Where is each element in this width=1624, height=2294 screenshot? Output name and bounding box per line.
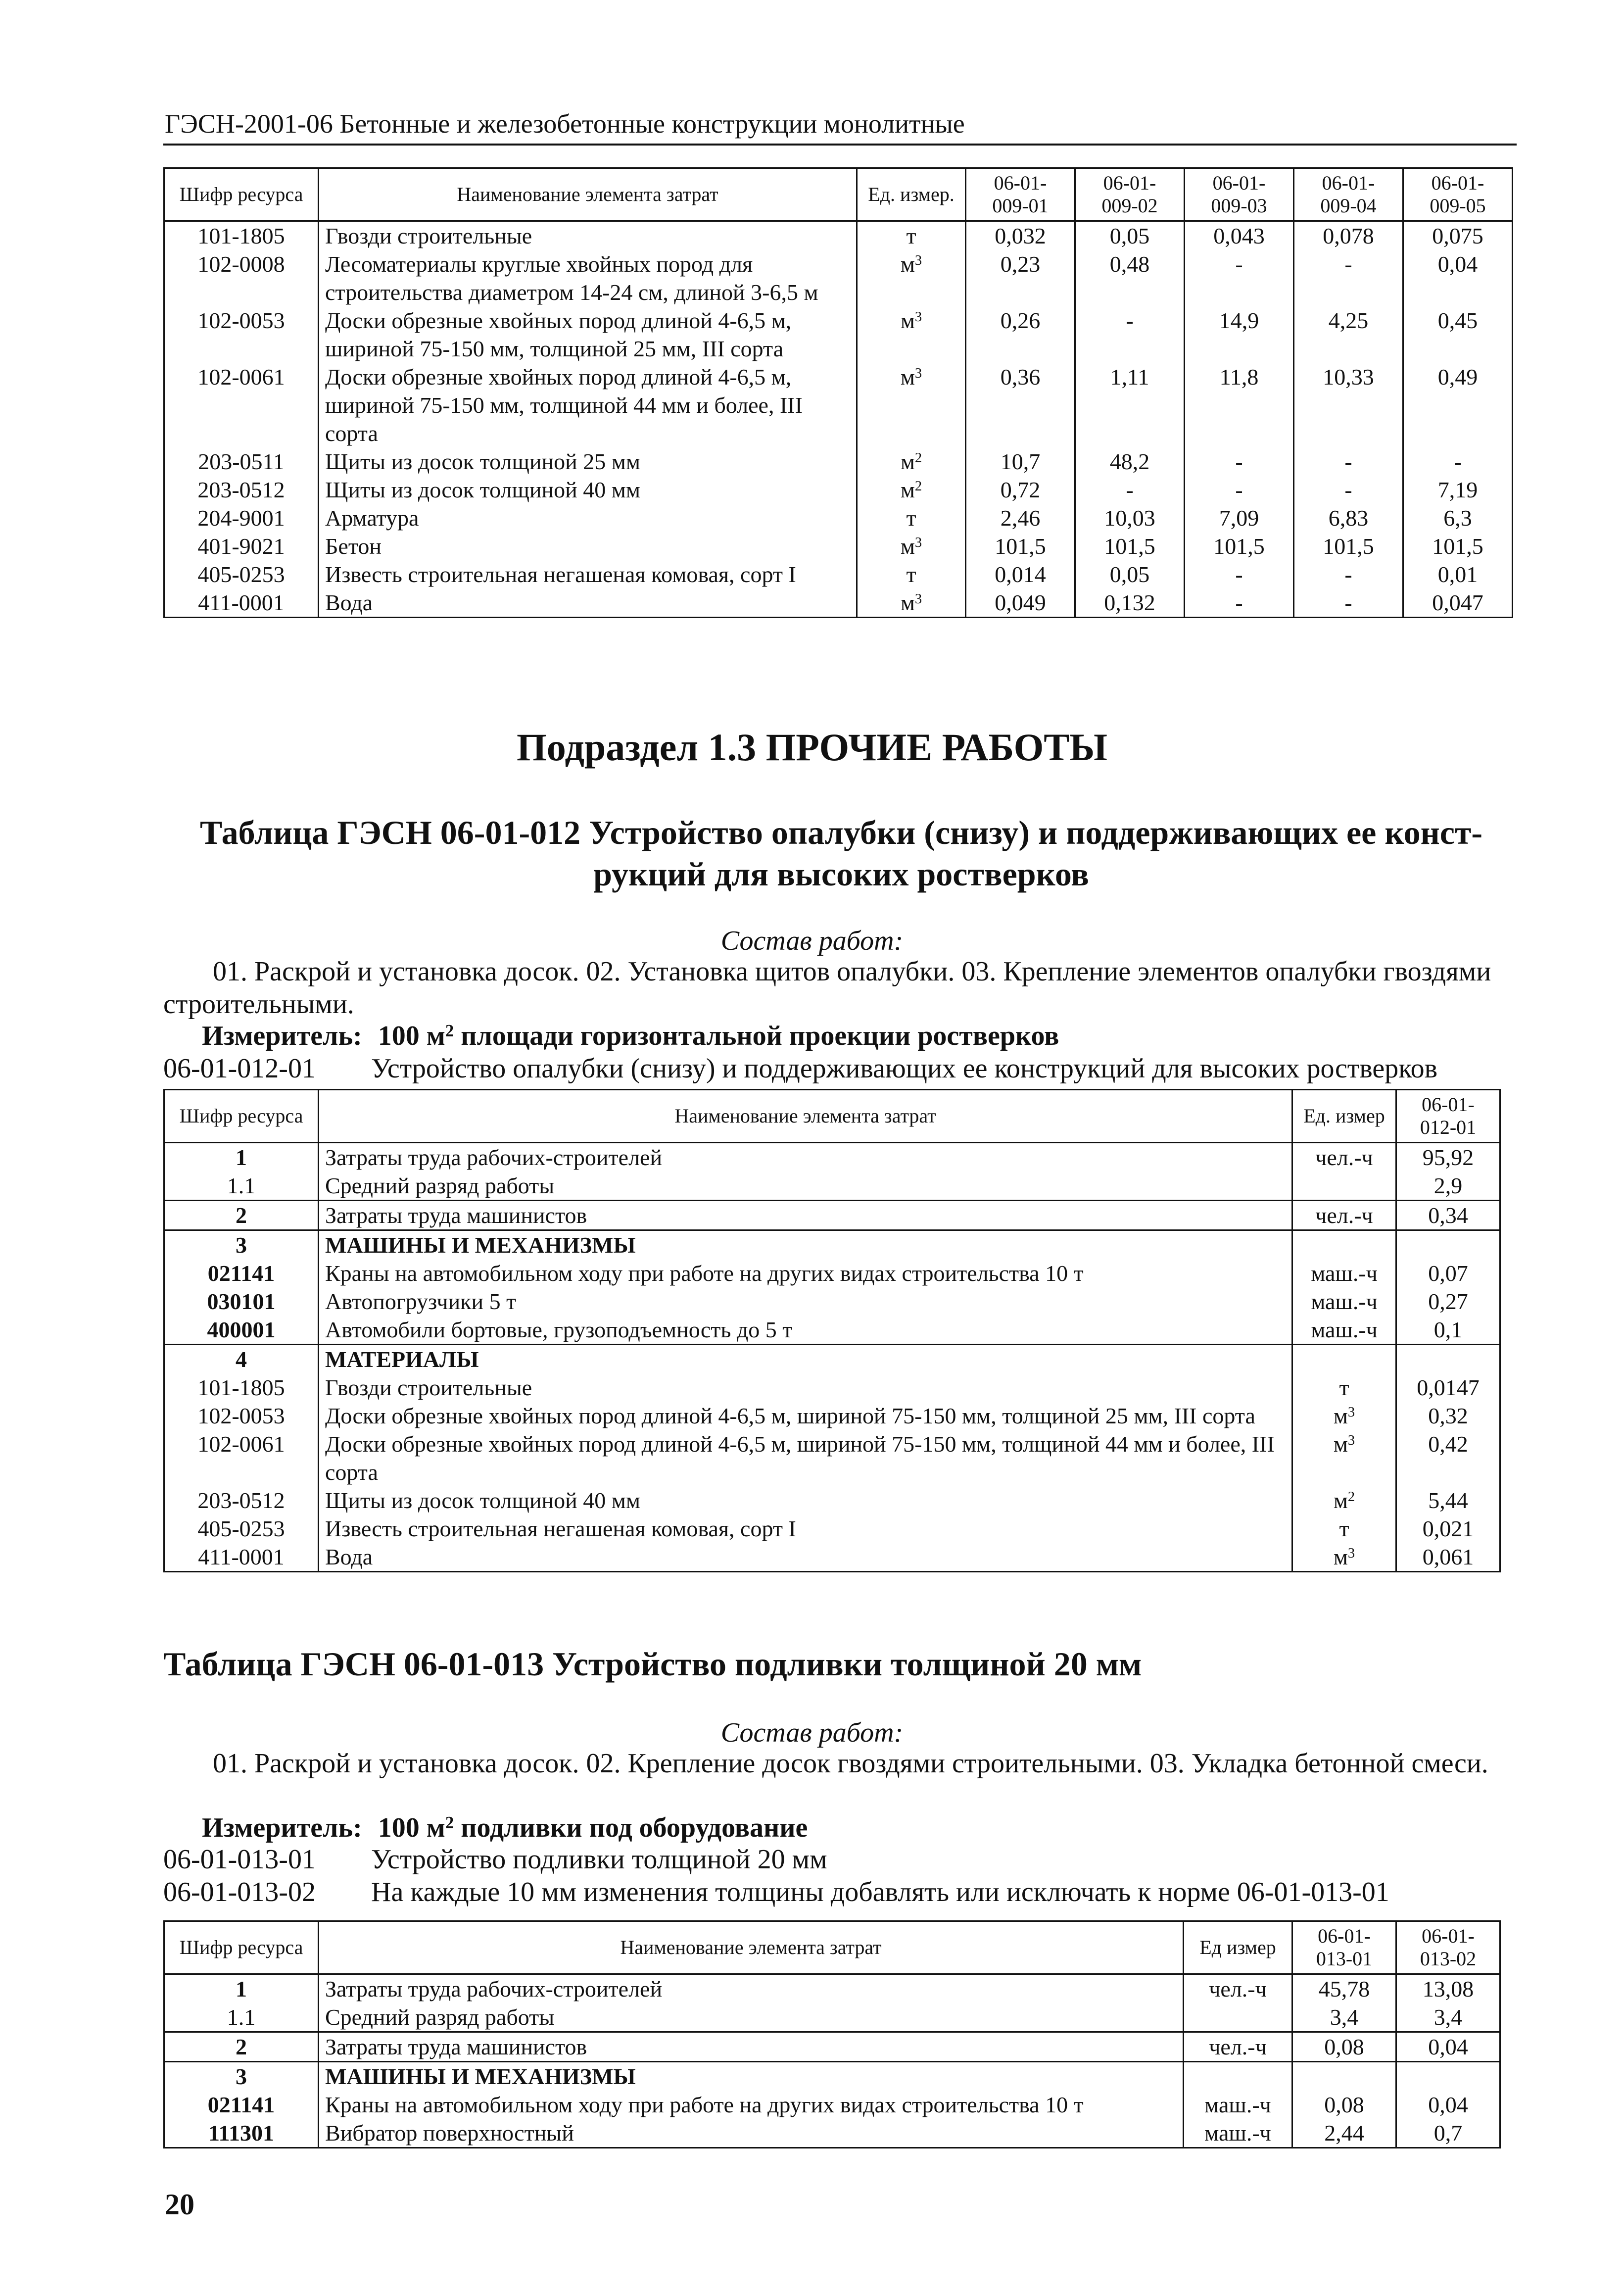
resource-value: -	[1185, 447, 1294, 476]
resource-value	[1292, 2062, 1396, 2091]
resource-code: 1	[164, 1143, 319, 1172]
resource-value: 6,83	[1294, 504, 1403, 532]
resource-code: 101-1805	[164, 1373, 319, 1402]
resource-value: 10,33	[1294, 363, 1403, 447]
resource-value: 0,132	[1075, 588, 1185, 618]
resource-name: Арматура	[319, 504, 857, 532]
resource-value: -	[1185, 560, 1294, 588]
column-header: 06-01- 009-03	[1185, 168, 1294, 221]
resource-value: 0,26	[966, 306, 1075, 363]
resource-value: 0,07	[1396, 1259, 1500, 1287]
resource-code: 411-0001	[164, 588, 319, 618]
table-row	[164, 1373, 1500, 1402]
table-header-row	[164, 1921, 1500, 1974]
table-row	[164, 560, 1513, 588]
resource-value: 0,48	[1075, 250, 1185, 306]
resource-value: 101,5	[1294, 532, 1403, 560]
resource-code: 4	[164, 1345, 319, 1374]
resource-name: Вибратор поверхностный	[319, 2119, 1184, 2148]
resource-name: Краны на автомобильном ходу при работе на других видах строительства 10 т	[319, 2091, 1184, 2119]
table-row	[164, 2003, 1500, 2032]
resource-unit: $м^3$	[1292, 1543, 1396, 1572]
resource-value: -	[1075, 306, 1185, 363]
resource-code: 203-0511	[164, 447, 319, 476]
resource-code: 030101	[164, 1287, 319, 1316]
resource-unit: т	[857, 221, 966, 250]
resource-unit: т	[857, 504, 966, 532]
resource-table-009	[163, 167, 1513, 618]
resource-value: 0,23	[966, 250, 1075, 306]
resource-unit: $м^3$	[857, 588, 966, 618]
resource-value: 45,78	[1292, 1974, 1396, 2003]
resource-value: 1,11	[1075, 363, 1185, 447]
resource-value: 0,34	[1396, 1201, 1500, 1230]
resource-code: 102-0053	[164, 306, 319, 363]
resource-code: 1	[164, 1974, 319, 2003]
resource-table-012	[163, 1089, 1501, 1572]
resource-name: Бетон	[319, 532, 857, 560]
resource-value: 48,2	[1075, 447, 1185, 476]
resource-name: Затраты труда машинистов	[319, 2032, 1184, 2062]
resource-name: Доски обрезные хвойных пород длиной 4-6,5 м, шириной 75-150 мм, толщиной 25 мм, III сорта	[319, 306, 857, 363]
resource-code: 203-0512	[164, 1486, 319, 1514]
column-header: 06-01- 013-02	[1396, 1921, 1500, 1974]
table-row	[164, 2032, 1500, 2062]
resource-name: Щиты из досок толщиной 40 мм	[319, 476, 857, 504]
resource-name: МАШИНЫ И МЕХАНИЗМЫ	[319, 1230, 1292, 1260]
resource-code: 021141	[164, 2091, 319, 2119]
resource-value: 0,047	[1403, 588, 1513, 618]
resource-value: 101,5	[966, 532, 1075, 560]
resource-value: -	[1185, 476, 1294, 504]
resource-value: 10,03	[1075, 504, 1185, 532]
page-number: 20	[165, 2188, 194, 2221]
resource-unit: т	[1292, 1514, 1396, 1543]
table-row	[164, 306, 1513, 363]
table-row	[164, 1486, 1500, 1514]
table-row	[164, 1287, 1500, 1316]
table-row	[164, 221, 1513, 250]
resource-value: 0,42	[1396, 1430, 1500, 1486]
resource-unit: чел.-ч	[1184, 1974, 1292, 2003]
resource-value: 0,075	[1403, 221, 1513, 250]
resource-value: 0,04	[1396, 2091, 1500, 2119]
measure-value: 100 $м^2$ подливки под оборудование	[378, 1812, 808, 1843]
resource-table-013	[163, 1920, 1501, 2148]
table-header-row	[164, 168, 1513, 221]
resource-code: 3	[164, 1230, 319, 1260]
resource-value: 0,078	[1294, 221, 1403, 250]
resource-code: 021141	[164, 1259, 319, 1287]
norm-code-line	[163, 1876, 1389, 1908]
resource-unit	[1292, 1230, 1396, 1260]
resource-name: Затраты труда рабочих-строителей	[319, 1974, 1184, 2003]
resource-name: МАШИНЫ И МЕХАНИЗМЫ	[319, 2062, 1184, 2091]
resource-unit: маш.-ч	[1292, 1287, 1396, 1316]
table-row	[164, 1259, 1500, 1287]
resource-value: -	[1403, 447, 1513, 476]
resource-name: Гвозди строительные	[319, 1373, 1292, 1402]
resource-value: -	[1294, 588, 1403, 618]
measure-label: Измеритель:	[202, 1812, 362, 1843]
resource-value: 0,36	[966, 363, 1075, 447]
resource-unit: чел.-ч	[1184, 2032, 1292, 2062]
resource-unit: $м^3$	[857, 363, 966, 447]
resource-value: 2,46	[966, 504, 1075, 532]
resource-value: 11,8	[1185, 363, 1294, 447]
resource-name: МАТЕРИАЛЫ	[319, 1345, 1292, 1374]
resource-unit: т	[857, 560, 966, 588]
composition-label-012: Состав работ:	[720, 926, 904, 956]
table-row	[164, 1201, 1500, 1230]
resource-unit: маш.-ч	[1292, 1259, 1396, 1287]
norm-description: Устройство опалубки (снизу) и поддерживающих ее конструкций для высоких ростверков	[371, 1053, 1438, 1084]
resource-code: 405-0253	[164, 1514, 319, 1543]
resource-value: 0,08	[1292, 2032, 1396, 2062]
resource-code: 111301	[164, 2119, 319, 2148]
norm-code: 06-01-012-01	[163, 1053, 316, 1084]
resource-unit: $м^2$	[1292, 1486, 1396, 1514]
table-row	[164, 1316, 1500, 1345]
composition-label-013: Состав работ:	[720, 1717, 904, 1748]
resource-unit: $м^3$	[857, 250, 966, 306]
resource-value: 101,5	[1403, 532, 1513, 560]
resource-name: Доски обрезные хвойных пород длиной 4-6,5 м, шириной 75-150 мм, толщиной 44 мм и более, III сорта	[319, 363, 857, 447]
resource-code: 204-9001	[164, 504, 319, 532]
resource-code: 401-9021	[164, 532, 319, 560]
resource-unit: $м^3$	[1292, 1402, 1396, 1430]
resource-value: 14,9	[1185, 306, 1294, 363]
resource-code: 400001	[164, 1316, 319, 1345]
resource-unit: т	[1292, 1373, 1396, 1402]
resource-value: 0,08	[1292, 2091, 1396, 2119]
norm-code: 06-01-013-02	[163, 1877, 316, 1907]
resource-value	[1396, 2062, 1500, 2091]
measure-012	[202, 1020, 1059, 1052]
resource-value: 2,44	[1292, 2119, 1396, 2148]
resource-code: 203-0512	[164, 476, 319, 504]
column-header: 06-01- 009-05	[1403, 168, 1513, 221]
resource-name: Вода	[319, 1543, 1292, 1572]
resource-unit	[1184, 2062, 1292, 2091]
table-row	[164, 1514, 1500, 1543]
resource-unit: чел.-ч	[1292, 1143, 1396, 1172]
column-header: Ед. измер.	[857, 168, 966, 221]
table-row	[164, 447, 1513, 476]
resource-value: 7,09	[1185, 504, 1294, 532]
resource-value: -	[1294, 560, 1403, 588]
resource-code: 102-0061	[164, 1430, 319, 1486]
table-title-013: Таблица ГЭСН 06-01-013 Устройство подливки толщиной 20 мм	[163, 1645, 1142, 1683]
resource-code: 1.1	[164, 2003, 319, 2032]
composition-text-012: 01. Раскрой и установка досок. 02. Установка щитов опалубки. 03. Крепление элементов опалубки гвоздями строительными.	[163, 956, 1491, 1020]
column-header: Ед измер	[1184, 1921, 1292, 1974]
resource-value: 0,04	[1396, 2032, 1500, 2062]
table-row	[164, 2119, 1500, 2148]
column-header: 06-01- 009-01	[966, 168, 1075, 221]
resource-code: 102-0008	[164, 250, 319, 306]
resource-name: Автопогрузчики 5 т	[319, 1287, 1292, 1316]
resource-unit: $м^3$	[857, 306, 966, 363]
column-header: Шифр ресурса	[164, 1090, 319, 1143]
resource-code: 1.1	[164, 1171, 319, 1201]
norm-code-line	[163, 1052, 1437, 1085]
column-header: Ед. измер	[1292, 1090, 1396, 1143]
measure-013	[202, 1811, 808, 1844]
table-row	[164, 2091, 1500, 2119]
resource-code: 3	[164, 2062, 319, 2091]
table-row	[164, 1143, 1500, 1172]
table-row	[164, 1974, 1500, 2003]
resource-value: 7,19	[1403, 476, 1513, 504]
resource-name: Автомобили бортовые, грузоподъемность до 5 т	[319, 1316, 1292, 1345]
resource-value: 2,9	[1396, 1171, 1500, 1201]
table-header-row	[164, 1090, 1500, 1143]
table-row	[164, 1402, 1500, 1430]
table-row	[164, 1230, 1500, 1260]
table-row	[164, 1171, 1500, 1201]
column-header: 06-01- 009-04	[1294, 168, 1403, 221]
resource-name: Известь строительная негашеная комовая, сорт I	[319, 1514, 1292, 1543]
resource-value: 3,4	[1292, 2003, 1396, 2032]
resource-code: 411-0001	[164, 1543, 319, 1572]
header-rule	[163, 144, 1517, 146]
resource-unit	[1184, 2003, 1292, 2032]
table-row	[164, 250, 1513, 306]
resource-value: 101,5	[1075, 532, 1185, 560]
resource-name: Средний разряд работы	[319, 2003, 1184, 2032]
resource-value	[1396, 1230, 1500, 1260]
resource-code: 102-0061	[164, 363, 319, 447]
resource-name: Вода	[319, 588, 857, 618]
table-row	[164, 1430, 1500, 1486]
resource-unit: $м^3$	[857, 532, 966, 560]
resource-name: Затраты труда рабочих-строителей	[319, 1143, 1292, 1172]
column-header: Наименование элемента затрат	[319, 1090, 1292, 1143]
column-header: Наименование элемента затрат	[319, 1921, 1184, 1974]
resource-value: 0,72	[966, 476, 1075, 504]
column-header: 06-01- 013-01	[1292, 1921, 1396, 1974]
resource-name: Средний разряд работы	[319, 1171, 1292, 1201]
table-row	[164, 1543, 1500, 1572]
table-row	[164, 1345, 1500, 1374]
resource-value: 0,014	[966, 560, 1075, 588]
resource-value: 0,021	[1396, 1514, 1500, 1543]
resource-value: 3,4	[1396, 2003, 1500, 2032]
resource-name: Щиты из досок толщиной 40 мм	[319, 1486, 1292, 1514]
resource-value: 0,032	[966, 221, 1075, 250]
norm-code: 06-01-013-01	[163, 1844, 316, 1875]
resource-value	[1396, 1345, 1500, 1374]
resource-value: -	[1294, 250, 1403, 306]
resource-value: 5,44	[1396, 1486, 1500, 1514]
resource-value: -	[1185, 588, 1294, 618]
resource-value: 0,043	[1185, 221, 1294, 250]
column-header: 06-01- 012-01	[1396, 1090, 1500, 1143]
resource-value: 95,92	[1396, 1143, 1500, 1172]
resource-value: -	[1294, 447, 1403, 476]
resource-value: 0,27	[1396, 1287, 1500, 1316]
resource-unit: маш.-ч	[1184, 2091, 1292, 2119]
resource-unit	[1292, 1345, 1396, 1374]
norm-description: На каждые 10 мм изменения толщины добавлять или исключать к норме 06-01-013-01	[371, 1877, 1389, 1907]
resource-value: 0,49	[1403, 363, 1513, 447]
resource-value: -	[1185, 250, 1294, 306]
resource-unit	[1292, 1171, 1396, 1201]
resource-code: 2	[164, 1201, 319, 1230]
resource-value: 0,32	[1396, 1402, 1500, 1430]
resource-value: 0,01	[1403, 560, 1513, 588]
resource-name: Известь строительная негашеная комовая, сорт I	[319, 560, 857, 588]
running-header: ГЭСН-2001-06 Бетонные и железобетонные конструкции монолитные	[165, 109, 965, 139]
table-row	[164, 2062, 1500, 2091]
subsection-title: Подраздел 1.3 ПРОЧИЕ РАБОТЫ	[517, 726, 1107, 769]
resource-value: 0,049	[966, 588, 1075, 618]
resource-name: Доски обрезные хвойных пород длиной 4-6,5 м, шириной 75-150 мм, толщиной 25 мм, III сорта	[319, 1402, 1292, 1430]
resource-code: 405-0253	[164, 560, 319, 588]
resource-unit: $м^2$	[857, 476, 966, 504]
measure-value: 100 $м^2$ площади горизонтальной проекции ростверков	[378, 1021, 1059, 1051]
resource-name: Гвозди строительные	[319, 221, 857, 250]
resource-value: 0,061	[1396, 1543, 1500, 1572]
resource-value: 0,05	[1075, 560, 1185, 588]
resource-unit: $м^2$	[857, 447, 966, 476]
resource-value: 4,25	[1294, 306, 1403, 363]
resource-unit: $м^3$	[1292, 1430, 1396, 1486]
resource-code: 101-1805	[164, 221, 319, 250]
norm-description: Устройство подливки толщиной 20 мм	[371, 1844, 827, 1875]
resource-unit: чел.-ч	[1292, 1201, 1396, 1230]
resource-value: -	[1294, 476, 1403, 504]
table-row	[164, 476, 1513, 504]
resource-value: 13,08	[1396, 1974, 1500, 2003]
measure-label: Измеритель:	[202, 1021, 362, 1051]
resource-value: 6,3	[1403, 504, 1513, 532]
resource-name: Лесоматериалы круглые хвойных пород для строительства диаметром 14-24 см, длиной 3-6,5 м	[319, 250, 857, 306]
resource-value: 101,5	[1185, 532, 1294, 560]
table-title-012: Таблица ГЭСН 06-01-012 Устройство опалубки (снизу) и поддерживающих ее конст-рукций для высоких ростверков	[199, 814, 1483, 893]
resource-value: 0,1	[1396, 1316, 1500, 1345]
resource-value: -	[1075, 476, 1185, 504]
resource-unit: маш.-ч	[1292, 1316, 1396, 1345]
resource-unit: маш.-ч	[1184, 2119, 1292, 2148]
resource-value: 0,04	[1403, 250, 1513, 306]
column-header: Шифр ресурса	[164, 168, 319, 221]
norm-code-line	[163, 1843, 827, 1876]
composition-text-013: 01. Раскрой и установка досок. 02. Крепление досок гвоздями строительными. 03. Укладка бетонной смеси.	[213, 1748, 1488, 1779]
resource-code: 102-0053	[164, 1402, 319, 1430]
table-row	[164, 588, 1513, 618]
resource-name: Щиты из досок толщиной 25 мм	[319, 447, 857, 476]
table-row	[164, 363, 1513, 447]
resource-value: 0,7	[1396, 2119, 1500, 2148]
resource-name: Краны на автомобильном ходу при работе на других видах строительства 10 т	[319, 1259, 1292, 1287]
resource-name: Доски обрезные хвойных пород длиной 4-6,5 м, шириной 75-150 мм, толщиной 44 мм и более, III сорта	[319, 1430, 1292, 1486]
table-row	[164, 504, 1513, 532]
resource-name: Затраты труда машинистов	[319, 1201, 1292, 1230]
resource-code: 2	[164, 2032, 319, 2062]
resource-value: 10,7	[966, 447, 1075, 476]
resource-value: 0,45	[1403, 306, 1513, 363]
resource-value: 0,0147	[1396, 1373, 1500, 1402]
resource-value: 0,05	[1075, 221, 1185, 250]
column-header: Шифр ресурса	[164, 1921, 319, 1974]
column-header: Наименование элемента затрат	[319, 168, 857, 221]
table-row	[164, 532, 1513, 560]
column-header: 06-01- 009-02	[1075, 168, 1185, 221]
